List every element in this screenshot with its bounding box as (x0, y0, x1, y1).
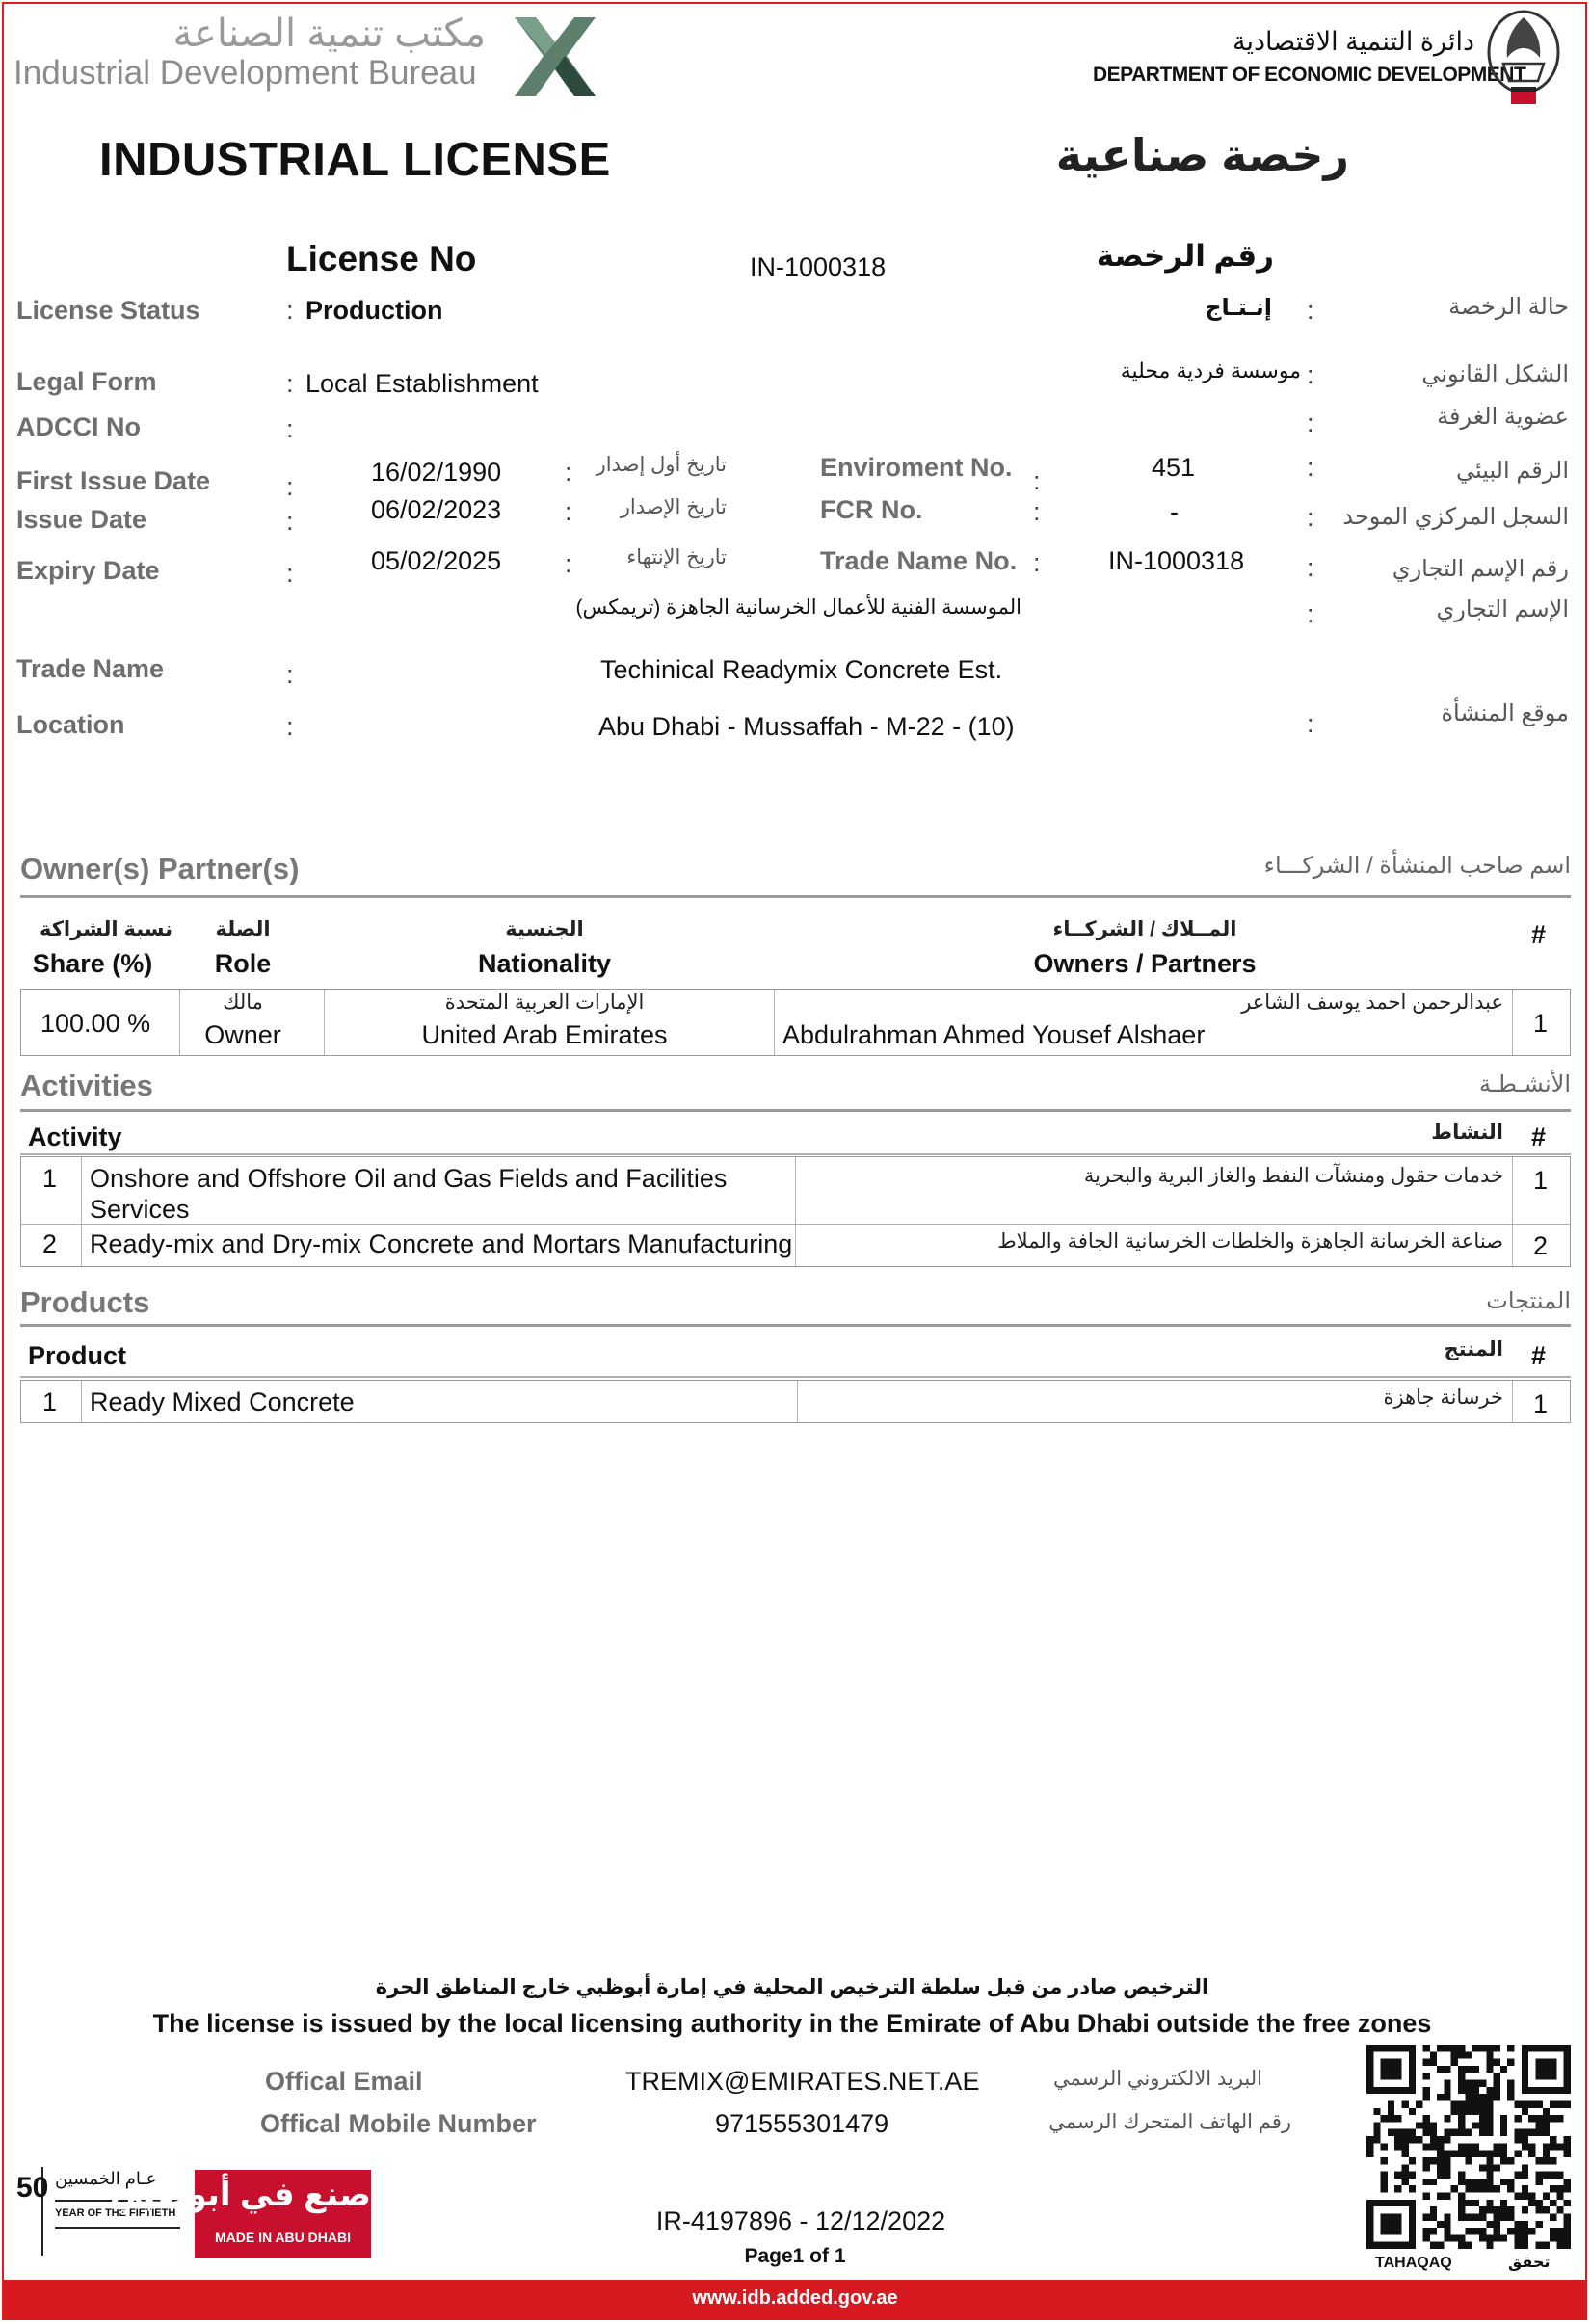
abu-dhabi-emblem-icon (1484, 6, 1563, 114)
location-label-ar: موقع المنشأة (1441, 700, 1569, 726)
first-issue-value: 16/02/1990 (371, 458, 502, 487)
owner-role: Owner (204, 1020, 281, 1049)
owner-name: Abdulrahman Ahmed Yousef Alshaer (782, 1020, 1206, 1049)
adcci-label: ADCCI No (16, 412, 141, 441)
license-status-label: License Status (16, 296, 200, 325)
license-status-value: Production (305, 296, 443, 325)
products-section-title: Products (20, 1285, 150, 1319)
colon: : (1033, 497, 1041, 526)
divider (774, 990, 775, 1055)
owners-header-nationality: Nationality (477, 949, 612, 978)
divider (179, 990, 180, 1055)
products-header-num: # (1531, 1341, 1547, 1370)
trade-name-label: Trade Name (16, 654, 165, 683)
year-fifty-ar: عـام الخمسين (55, 2169, 157, 2188)
activities-section-title: Activities (20, 1069, 153, 1102)
product-name-ar: خرسانة جاهزة (1383, 1386, 1503, 1409)
first-issue-label: First Issue Date (16, 466, 211, 495)
trade-name-no-label: Trade Name No. (820, 546, 1018, 575)
colon: : (1033, 466, 1041, 495)
colon: : (565, 458, 572, 487)
mobile-label-ar: رقم الهاتف المتحرك الرسمي (1048, 2111, 1291, 2133)
license-no-label-ar: رقم الرخصة (1096, 239, 1274, 273)
divider (1512, 990, 1513, 1055)
colon: : (1307, 709, 1314, 738)
colon: : (1307, 360, 1314, 389)
colon: : (1307, 409, 1314, 437)
divider (81, 1381, 82, 1422)
email-value[interactable]: TREMIX@EMIRATES.NET.AE (625, 2067, 980, 2096)
mobile-label: Offical Mobile Number (260, 2109, 537, 2138)
legal-form-value: Local Establishment (305, 369, 539, 398)
section-rule (20, 1109, 1571, 1112)
license-no-label: License No (286, 239, 477, 278)
activity-num-ar: 2 (1533, 1231, 1549, 1260)
title-ar: رخصة صناعية (1055, 130, 1349, 180)
activity-name-ar: صناعة الخرسانة الجاهزة والخلطات الخرسانية الجافة والملاط (997, 1230, 1503, 1253)
made-in-abu-dhabi-en: MADE IN ABU DHABI (214, 2230, 352, 2245)
receipt-number: IR-4197896 - 12/12/2022 (655, 2206, 946, 2235)
colon: : (286, 472, 294, 501)
fcr-label: FCR No. (820, 495, 923, 524)
tahaqaq-label-ar: تحقق (1508, 2255, 1551, 2271)
trade-name-ar-value: الموسسة الفنية للأعمال الخرسانية الجاهزة (تريمكس) (575, 596, 1021, 619)
legal-form-label: Legal Form (16, 367, 157, 396)
colon: : (1307, 453, 1314, 482)
env-value: 451 (1152, 453, 1196, 482)
activities-section-title-ar: الأنشـطـة (1478, 1071, 1571, 1097)
owner-nationality: United Arab Emirates (421, 1020, 668, 1049)
expiry-label: Expiry Date (16, 556, 160, 585)
activities-header: Activity (28, 1122, 122, 1151)
ded-name-en: DEPARTMENT OF ECONOMIC DEVELOPMENT (1093, 64, 1526, 86)
title-en: INDUSTRIAL LICENSE (99, 134, 611, 186)
owners-header-partners: Owners / Partners (1033, 949, 1257, 978)
colon: : (286, 507, 294, 536)
product-num: 1 (42, 1387, 58, 1416)
divider (1512, 1381, 1513, 1422)
activity-num-ar: 1 (1533, 1166, 1549, 1195)
location-label: Location (16, 710, 125, 739)
env-label-ar: الرقم البيئي (1455, 458, 1569, 484)
divider (797, 1381, 798, 1422)
idb-logo-icon (511, 13, 599, 100)
license-status-value-ar: إنـتـاج (1205, 295, 1272, 321)
colon: : (286, 369, 294, 398)
owners-header-share-ar: نسبة الشراكة (39, 918, 173, 940)
colon: : (286, 712, 294, 741)
activity-num: 2 (42, 1229, 58, 1258)
colon: : (1033, 548, 1041, 577)
location-value: Abu Dhabi - Mussaffah - M-22 - (10) (598, 712, 1015, 741)
owner-role-ar: مالك (223, 991, 263, 1014)
fcr-value: - (1170, 497, 1179, 526)
divider (55, 2227, 180, 2229)
trade-name-label-ar: الإسم التجاري (1436, 596, 1569, 622)
products-header-ar: المنتج (1444, 1338, 1503, 1360)
colon: : (286, 559, 294, 588)
owners-header-partners-ar: المــلاك / الشركــاء (1052, 918, 1237, 940)
idb-name-ar: مكتب تنمية الصناعة (172, 13, 486, 55)
owner-num: 1 (1533, 1009, 1549, 1038)
notice-en: The license is issued by the local licensing authority in the Emirate of Abu Dhabi outside the free zones (152, 2009, 1432, 2038)
activity-num: 1 (42, 1164, 58, 1193)
ded-name-ar: دائرة التنمية الاقتصادية (1233, 27, 1474, 56)
colon: : (1307, 503, 1314, 532)
website-link[interactable]: www.idb.added.gov.ae (692, 2287, 898, 2309)
first-issue-label-ar: تاريخ أول إصدار (596, 454, 727, 476)
year-fifty-en: YEAR OF THE FIFTIETH (55, 2207, 176, 2219)
divider (1512, 1157, 1513, 1266)
fcr-label-ar: السجل المركزي الموحد (1342, 504, 1569, 530)
activity-name-ar: خدمات حقول ومنشآت النفط والغاز البرية والبحرية (1083, 1165, 1503, 1187)
trade-name-value: Techinical Readymix Concrete Est. (600, 655, 1003, 684)
year-fifty-number: 50 (16, 2167, 43, 2256)
issue-label: Issue Date (16, 505, 147, 534)
owner-nationality-ar: الإمارات العربية المتحدة (444, 991, 645, 1014)
colon: : (286, 660, 294, 689)
owners-header-share: Share (%) (32, 949, 153, 978)
activity-name-line1: Ready-mix and Dry-mix Concrete and Mortars Manufacturing (90, 1229, 793, 1258)
divider (324, 990, 325, 1055)
owners-header-nationality-ar: الجنسية (505, 918, 584, 940)
section-rule (20, 895, 1571, 898)
mobile-value[interactable]: 971555301479 (715, 2109, 889, 2138)
issue-label-ar: تاريخ الإصدار (620, 496, 727, 518)
colon: : (286, 414, 294, 443)
owners-header-role-ar: الصلة (215, 918, 271, 940)
tahaqaq-label: TAHAQAQ (1375, 2255, 1452, 2271)
activity-name-line1: Onshore and Offshore Oil and Gas Fields and Facilities (90, 1164, 728, 1193)
owners-header-num: # (1531, 920, 1547, 949)
divider (81, 1157, 82, 1266)
owner-share: 100.00 % (40, 1009, 151, 1038)
license-status-label-ar: حالة الرخصة (1448, 294, 1569, 320)
activity-name-line2: Services (90, 1195, 190, 1224)
license-no-value: IN-1000318 (750, 252, 887, 281)
adcci-label-ar: عضوية الغرفة (1437, 404, 1569, 430)
colon: : (1307, 599, 1314, 628)
env-label: Enviroment No. (820, 453, 1013, 482)
divider (20, 1376, 1571, 1378)
activities-header-num: # (1531, 1122, 1547, 1151)
issue-value: 06/02/2023 (371, 495, 502, 524)
idb-name-en: Industrial Development Bureau (13, 54, 477, 92)
colon: : (1307, 296, 1314, 325)
legal-form-value-ar: موسسة فردية محلية (1120, 358, 1301, 383)
divider (795, 1157, 796, 1266)
divider (20, 1153, 1571, 1155)
owners-section-title: Owner(s) Partner(s) (20, 852, 300, 885)
notice-ar: الترخيص صادر من قبل سلطة الترخيص المحلية في إمارة أبوظبي خارج المناطق الحرة (375, 1976, 1209, 1998)
trade-name-no-label-ar: رقم الإسم التجاري (1392, 556, 1569, 582)
products-section-title-ar: المنتجات (1486, 1288, 1571, 1314)
made-in-abu-dhabi-ar: صنع في أبوظبي (109, 2177, 371, 2213)
email-label-ar: البريد الالكتروني الرسمي (1053, 2068, 1262, 2090)
activities-header-ar: النشاط (1431, 1122, 1503, 1144)
owner-name-ar: عبدالرحمن احمد يوسف الشاعر (1241, 991, 1503, 1014)
product-name: Ready Mixed Concrete (90, 1387, 355, 1416)
expiry-label-ar: تاريخ الإنتهاء (626, 546, 727, 568)
section-rule (20, 1324, 1571, 1327)
expiry-value: 05/02/2025 (371, 546, 502, 575)
qr-code-icon[interactable] (1366, 2045, 1571, 2249)
products-header: Product (28, 1341, 127, 1370)
colon: : (1307, 553, 1314, 582)
owners-section-title-ar: اسم صاحب المنشأة / الشركـــاء (1263, 853, 1571, 879)
email-label: Offical Email (265, 2067, 423, 2096)
legal-form-label-ar: الشكل القانوني (1421, 361, 1569, 387)
colon: : (565, 549, 572, 578)
trade-name-no-value: IN-1000318 (1108, 546, 1245, 575)
colon: : (286, 296, 294, 325)
owners-header-role: Role (214, 949, 272, 978)
colon: : (565, 497, 572, 526)
page-number: Page1 of 1 (744, 2245, 846, 2267)
product-num-ar: 1 (1533, 1389, 1549, 1418)
